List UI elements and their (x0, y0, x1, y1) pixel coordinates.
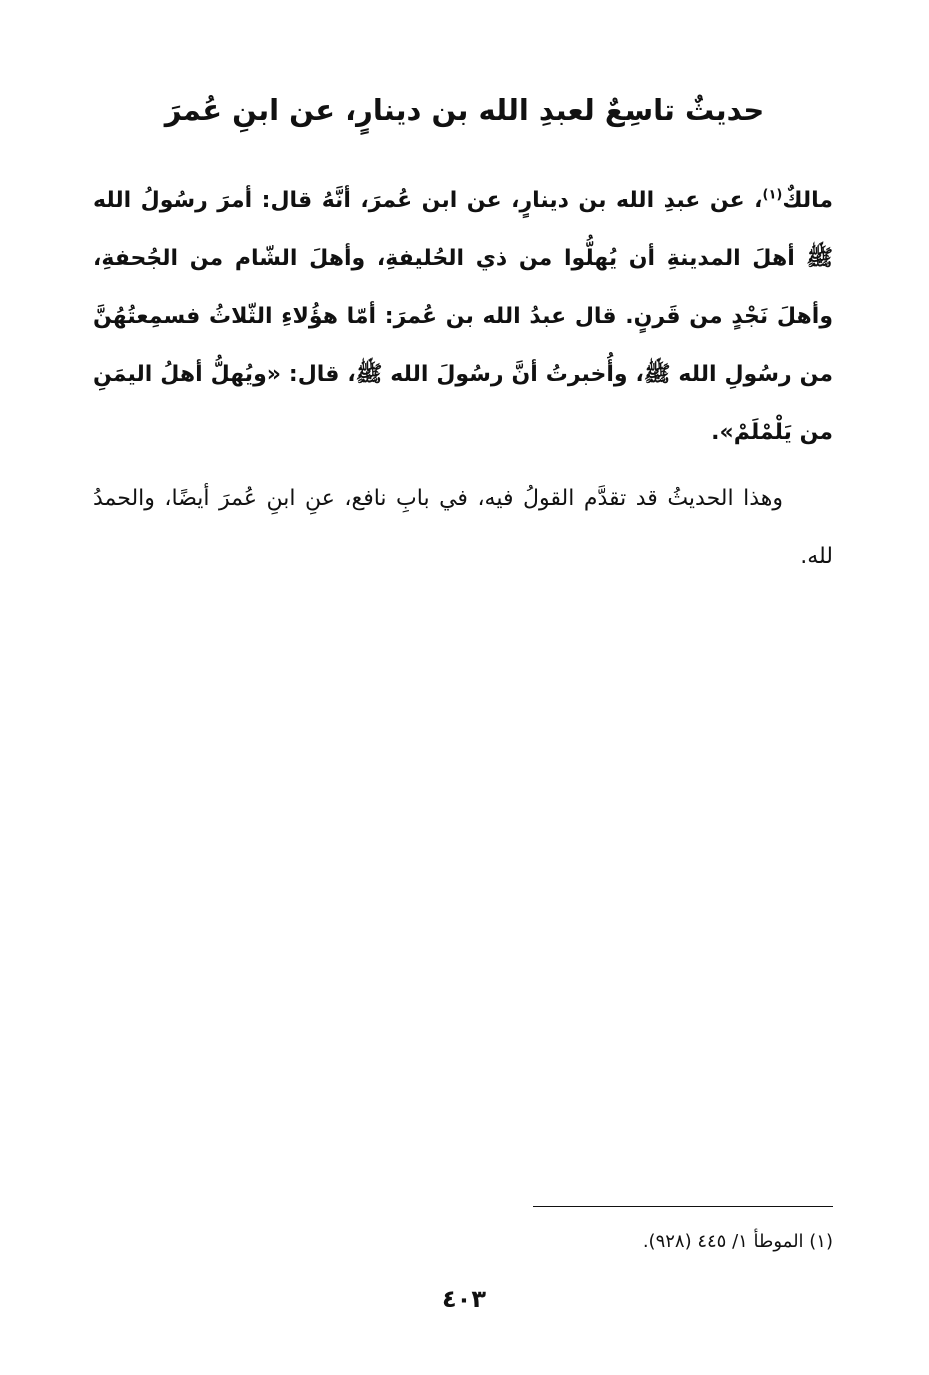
chapter-heading: حديثٌ تاسِعٌ لعبدِ الله بن دينارٍ، عن ابنِ عُمرَ (164, 93, 765, 127)
hadith-text: ، عن عبدِ الله بن دينارٍ، عن ابن عُمرَ، أنَّهُ قال: أمرَ رسُولُ الله ﷺ أهلَ المدينةِ أن يُهلُّوا من ذي الحُليفةِ، وأهلَ الشّام من الجُحفةِ، وأهلَ نَجْدٍ من قَرنٍ. قال عبدُ الله بن عُمرَ: أمّا هؤُلاءِ الثّلاثُ فسمِعتُهُنَّ من رسُولِ الله ﷺ، وأُخبرتُ أنَّ رسُولَ الله ﷺ، قال: «ويُهلُّ أهلُ اليمَنِ من يَلْمْلَمْ». (93, 188, 833, 445)
main-text (93, 172, 833, 586)
footnote-divider (533, 1206, 833, 1207)
narrator-name: مالكٌ (782, 188, 833, 213)
footnote-reference[interactable]: (١) (762, 187, 783, 203)
footnote-text: (١) الموطأ ١/ ٤٤٥ (٩٢٨). (642, 1231, 833, 1252)
hadith-paragraph (93, 172, 833, 462)
page-number: ٤٠٣ (442, 1285, 486, 1313)
commentary-paragraph: وهذا الحديثُ قد تقدَّم القولُ فيه، في بابِ نافع، عنِ ابنِ عُمرَ أيضًا، والحمدُ لله. (93, 486, 833, 569)
